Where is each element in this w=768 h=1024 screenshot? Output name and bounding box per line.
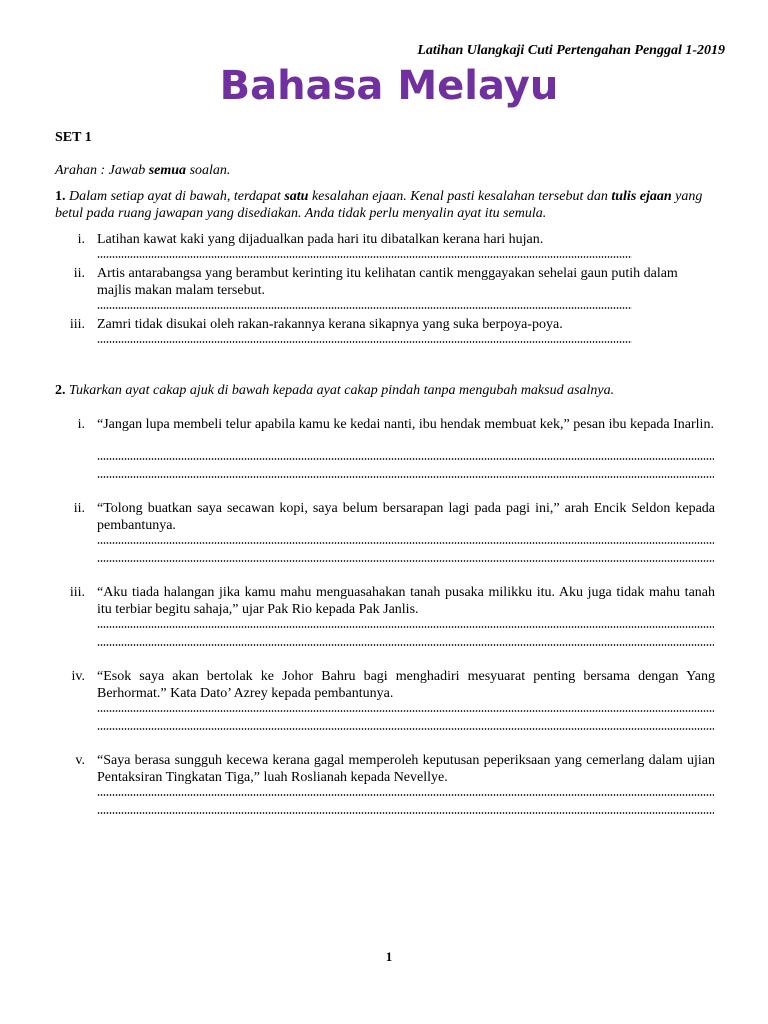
answer-line[interactable]	[97, 307, 632, 309]
instruction-emphasis: semua	[148, 163, 187, 178]
question-1-number: 1.	[55, 189, 66, 204]
answer-line[interactable]	[97, 341, 632, 343]
question-1-bold-a: satu	[284, 189, 309, 204]
answer-line[interactable]	[97, 812, 714, 814]
answer-line[interactable]	[97, 542, 714, 544]
item-text: Latihan kawat kaki yang dijadualkan pada hari itu dibatalkan kerana hari hujan.	[97, 232, 544, 247]
item-text: Zamri tidak disukai oleh rakan-rakannya kerana sikapnya yang suka berpoya-poya.	[97, 317, 563, 332]
item-text: “Saya berasa sungguh kecewa kerana gagal memperoleh keputusan peperiksaan yang cemerlang dalam ujian Pentaksiran Tingkatan Tiga,” luah Roslianah kepada Nevellye.	[97, 753, 715, 785]
item-text: “Jangan lupa membeli telur apabila kamu ke kedai nanti, ibu hendak membuat kek,” pesan ibu kepada Inarlin.	[97, 417, 714, 432]
document-title: Bahasa Melayu	[219, 63, 559, 109]
answer-line[interactable]	[97, 256, 632, 258]
item-number: iii.	[69, 317, 85, 332]
question-1-text-b: kesalahan ejaan. Kenal pasti kesalahan tersebut dan	[308, 189, 612, 204]
instruction-prefix: Arahan : Jawab	[55, 163, 149, 178]
question-2-instruction	[55, 382, 727, 399]
answer-line[interactable]	[97, 710, 714, 712]
question-2-number: 2.	[55, 383, 66, 398]
item-number: ii.	[73, 266, 85, 281]
item-number: iv.	[71, 669, 85, 684]
answer-line[interactable]	[97, 794, 714, 796]
answer-line[interactable]	[97, 458, 714, 460]
page-number: 1	[385, 949, 393, 964]
item-text: “Esok saya akan bertolak ke Johor Bahru bagi menghadiri mesyuarat penting bersama dengan Yang Berhormat.” Kata Dato’ Azrey kepada pembantunya.	[97, 669, 715, 701]
item-number: iii.	[69, 585, 85, 600]
instruction	[55, 162, 230, 179]
answer-line[interactable]	[97, 476, 714, 478]
item-number: i.	[77, 417, 85, 432]
question-1-text-c: yang betul pada ruang jawapan yang disediakan. Anda tidak perlu menyalin ayat itu semula.	[55, 189, 703, 221]
item-text: Artis antarabangsa yang berambut kerinting itu kelihatan cantik menggayakan sehelai gaun putih dalam majlis makan malam tersebut.	[97, 266, 678, 298]
item-number: v.	[75, 753, 85, 768]
item-text: “Aku tiada halangan jika kamu mahu menguasahakan tanah pusaka milikku itu. Aku juga tidak mahu tanah itu terbiar begitu sahaja,” ujar Pak Rio kepada Pak Janlis.	[97, 585, 715, 617]
item-number: i.	[77, 232, 85, 247]
document-header-subtitle: Latihan Ulangkaji Cuti Pertengahan Penggal 1-2019	[417, 43, 725, 58]
question-1-text-a: Dalam setiap ayat di bawah, terdapat	[65, 189, 285, 204]
item-number: ii.	[73, 501, 85, 516]
question-1-instruction	[55, 188, 727, 222]
answer-line[interactable]	[97, 644, 714, 646]
instruction-suffix: soalan.	[186, 163, 231, 178]
question-1-bold-b: tulis ejaan	[611, 189, 672, 204]
answer-line[interactable]	[97, 728, 714, 730]
question-2-text: Tukarkan ayat cakap ajuk di bawah kepada ayat cakap pindah tanpa mengubah maksud asalnya.	[65, 383, 615, 398]
answer-line[interactable]	[97, 626, 714, 628]
item-text: “Tolong buatkan saya secawan kopi, saya belum bersarapan lagi pada pagi ini,” arah Encik Seldon kepada pembantunya.	[97, 501, 715, 533]
set-label: SET 1	[55, 130, 92, 145]
answer-line[interactable]	[97, 560, 714, 562]
